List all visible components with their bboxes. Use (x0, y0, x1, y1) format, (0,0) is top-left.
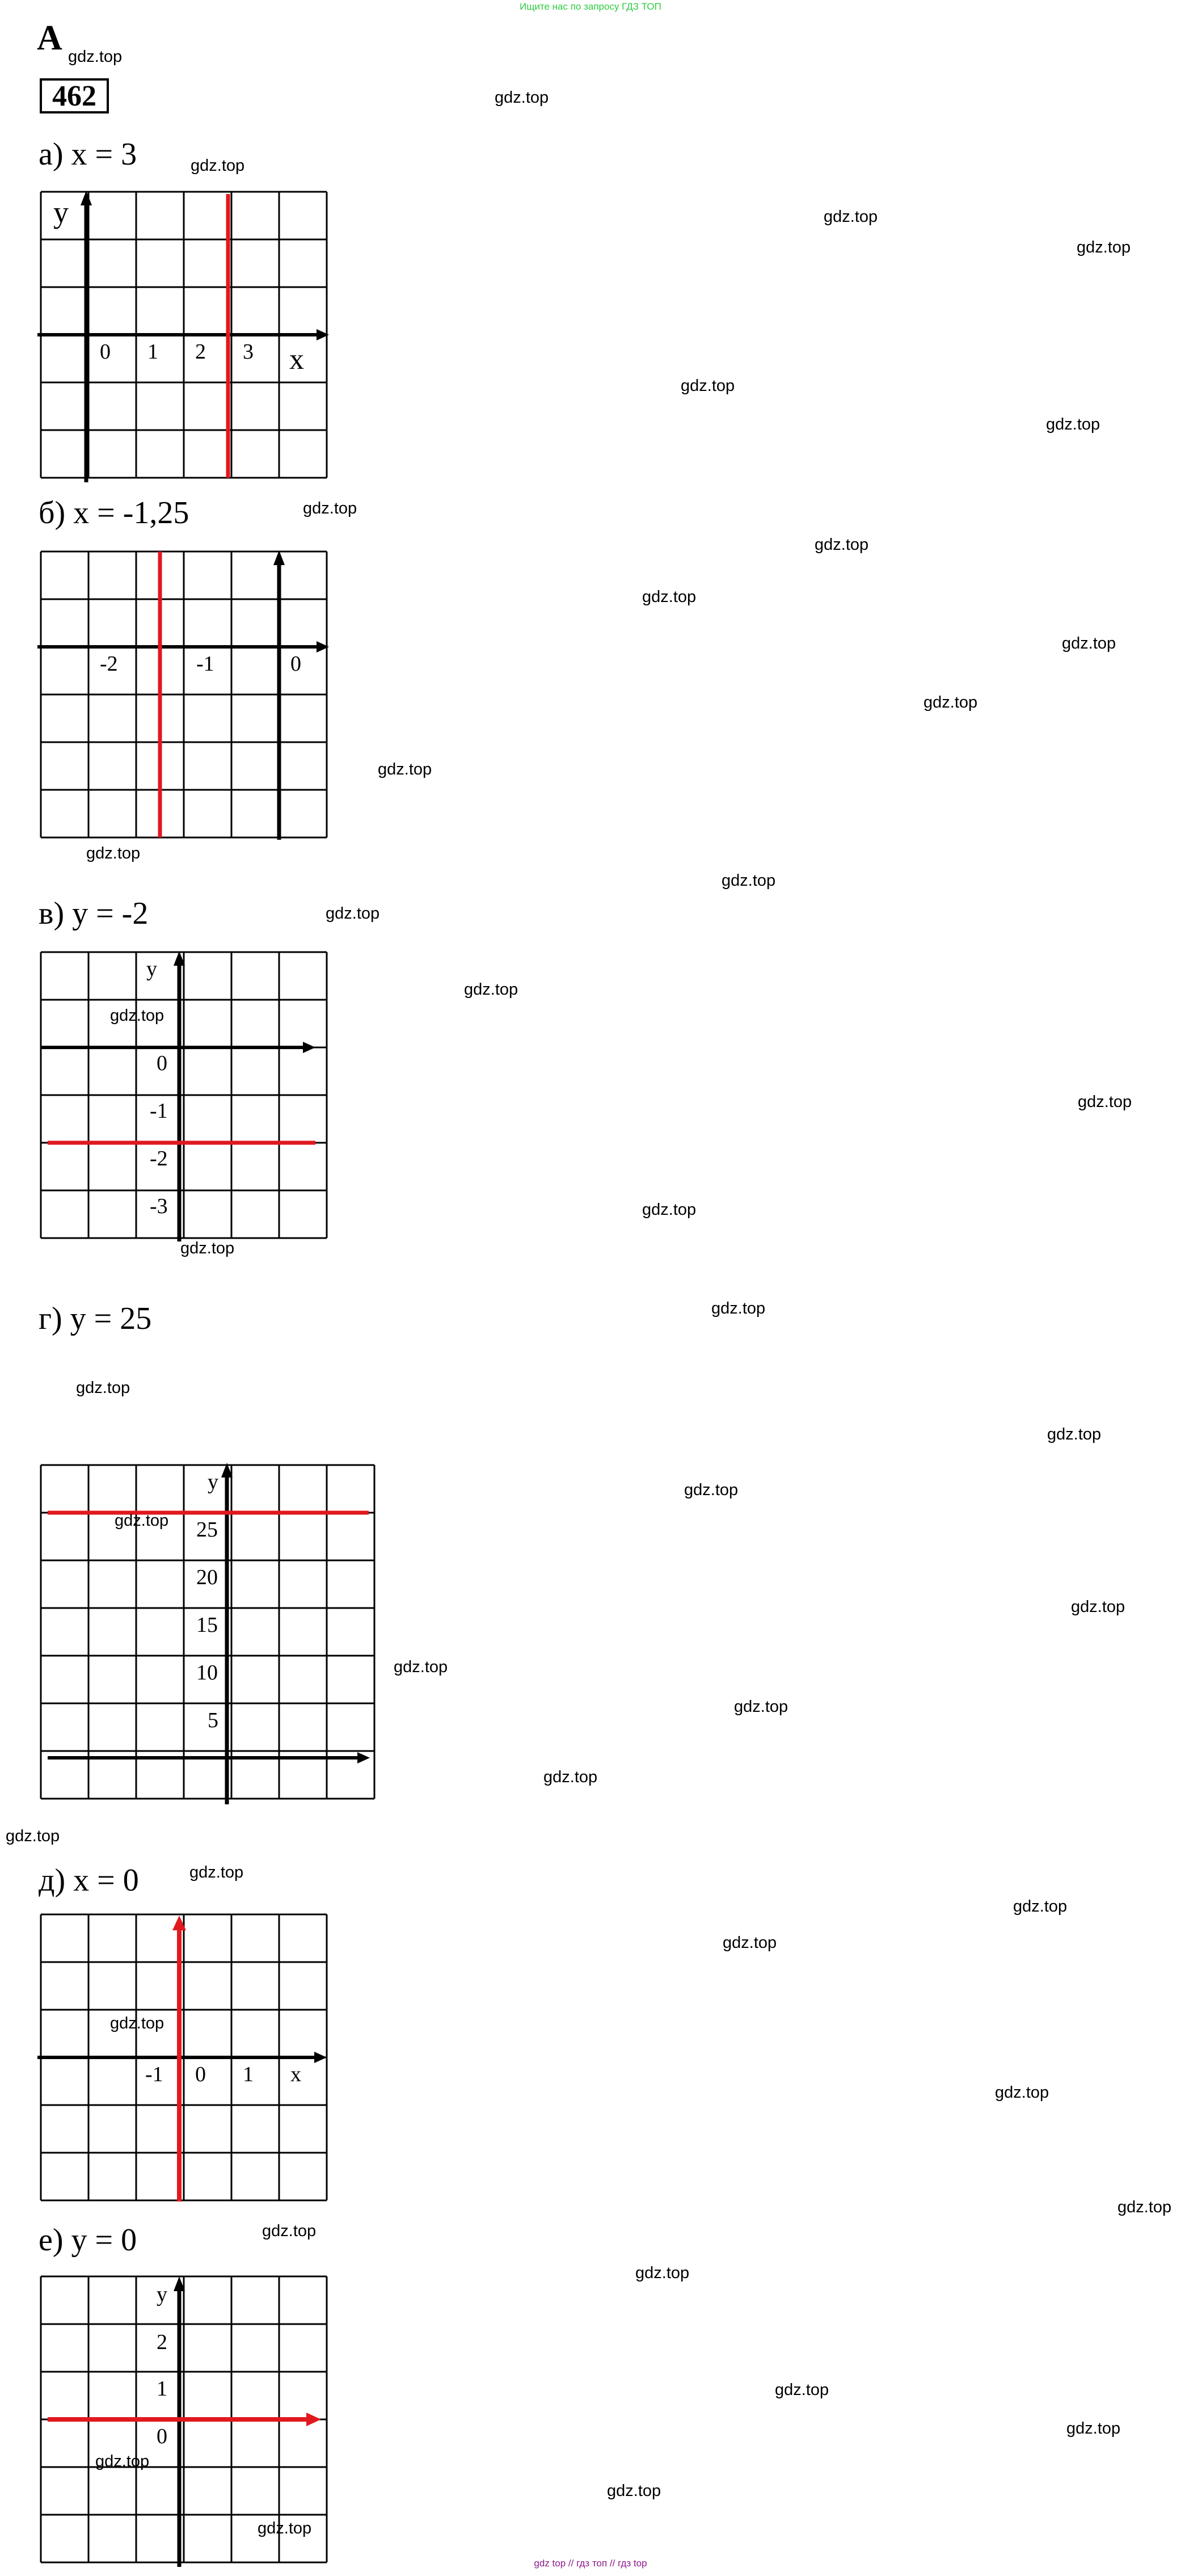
tick-label-minus-2: -2 (100, 652, 118, 676)
axis-label-y: y (157, 2283, 167, 2306)
top-banner[interactable]: Ищите нас по запросу ГДЗ ТОП (520, 1, 661, 12)
watermark: gdz.top (824, 208, 878, 226)
watermark: gdz.top (607, 2482, 661, 2500)
axis-label-x: x (289, 343, 304, 376)
bottom-footer[interactable]: gdz top // гдз топ // гдз top (534, 2558, 647, 2569)
watermark: gdz.top (303, 499, 357, 517)
watermark: gdz.top (723, 1934, 777, 1952)
heading-part-g: г) y = 25 (39, 1301, 152, 1336)
watermark: gdz.top (1046, 415, 1100, 433)
tick-label-20: 20 (196, 1565, 218, 1589)
tick-label-minus-1: -1 (145, 2063, 163, 2086)
watermark: gdz.top (775, 2381, 829, 2399)
tick-label-1: 1 (157, 2377, 167, 2401)
section-letter: A (37, 19, 62, 57)
watermark: gdz.top (1066, 2419, 1121, 2438)
watermark: gdz.top (6, 1827, 60, 1845)
watermark: gdz.top (1047, 1425, 1102, 1443)
watermark: gdz.top (1117, 2198, 1172, 2216)
heading-part-d: д) x = 0 (39, 1863, 139, 1898)
heading-part-b: б) x = -1,25 (39, 495, 189, 531)
tick-label-1: 1 (243, 2063, 254, 2086)
watermark: gdz.top (642, 1201, 697, 1219)
watermark: gdz.top (684, 1481, 739, 1499)
tick-label-minus-1: -1 (150, 1099, 168, 1123)
watermark: gdz.top (1078, 1093, 1132, 1111)
watermark: gdz.top (1077, 238, 1131, 256)
tick-label-1: 1 (147, 340, 158, 364)
watermark: gdz.top (86, 844, 141, 862)
watermark: gdz.top (464, 980, 518, 999)
x-axis-arrow-icon (314, 2052, 327, 2063)
watermark: gdz.top (995, 2083, 1049, 2102)
axis-label-x: x (290, 2063, 301, 2086)
watermark: gdz.top (258, 2519, 312, 2537)
y-axis-arrow-icon (81, 191, 92, 205)
heading-part-e: е) y = 0 (39, 2223, 137, 2258)
tick-label-0: 0 (290, 652, 301, 676)
tick-label-3: 3 (243, 340, 254, 364)
watermark: gdz.top (115, 1512, 169, 1530)
tick-label-15: 15 (196, 1613, 218, 1637)
y-axis-arrow-icon (273, 550, 285, 565)
watermark: gdz.top (1013, 1897, 1068, 1916)
watermark: gdz.top (1071, 1598, 1125, 1616)
grid-part-v (34, 945, 340, 1252)
watermark: gdz.top (642, 588, 697, 606)
watermark: gdz.top (95, 2452, 150, 2470)
tick-label-0: 0 (157, 1051, 167, 1075)
watermark: gdz.top (326, 904, 380, 923)
watermark: gdz.top (189, 1863, 244, 1882)
axis-label-y: y (146, 957, 157, 981)
watermark: gdz.top (1062, 634, 1116, 653)
tick-label-10: 10 (196, 1661, 218, 1685)
tick-label-0: 0 (195, 2063, 206, 2086)
red-arrow-icon (306, 2413, 321, 2426)
watermark: gdz.top (378, 760, 432, 778)
grid-part-a (34, 184, 340, 491)
watermark: gdz.top (722, 872, 776, 890)
tick-label-5: 5 (208, 1708, 218, 1732)
watermark: gdz.top (635, 2264, 690, 2282)
grid-lines (41, 552, 327, 837)
watermark: gdz.top (110, 1007, 165, 1025)
watermark: gdz.top (110, 2014, 165, 2032)
watermark: gdz.top (180, 1239, 235, 1257)
watermark: gdz.top (923, 693, 978, 712)
grid-lines (41, 952, 327, 1238)
x-axis-arrow-icon (357, 1752, 370, 1763)
tick-label-25: 25 (196, 1518, 218, 1542)
tick-label-minus-3: -3 (150, 1194, 168, 1218)
grid-part-b (34, 545, 340, 851)
watermark: gdz.top (262, 2222, 317, 2240)
tick-label-2: 2 (157, 2330, 167, 2354)
grid-part-d (34, 1908, 340, 2214)
tick-label-minus-2: -2 (150, 1147, 168, 1171)
axis-label-y: y (208, 1470, 218, 1494)
watermark: gdz.top (191, 157, 245, 175)
x-axis-arrow-icon (303, 1042, 315, 1053)
heading-part-a: а) x = 3 (39, 137, 137, 172)
tick-label-minus-1: -1 (196, 652, 214, 676)
watermark: gdz.top (68, 48, 123, 66)
tick-label-0: 0 (100, 340, 111, 364)
watermark: gdz.top (734, 1698, 788, 1716)
watermark: gdz.top (394, 1658, 448, 1676)
task-number: 462 (40, 78, 109, 113)
tick-label-2: 2 (195, 340, 206, 364)
watermark: gdz.top (495, 89, 549, 107)
tick-label-0: 0 (157, 2425, 167, 2448)
axis-label-y: y (53, 195, 69, 229)
grid-part-g (34, 1453, 386, 1810)
watermark: gdz.top (76, 1379, 130, 1397)
watermark: gdz.top (815, 536, 869, 554)
heading-part-v: в) y = -2 (39, 896, 149, 931)
watermark: gdz.top (543, 1768, 598, 1786)
watermark: gdz.top (681, 377, 735, 395)
watermark: gdz.top (711, 1299, 766, 1318)
